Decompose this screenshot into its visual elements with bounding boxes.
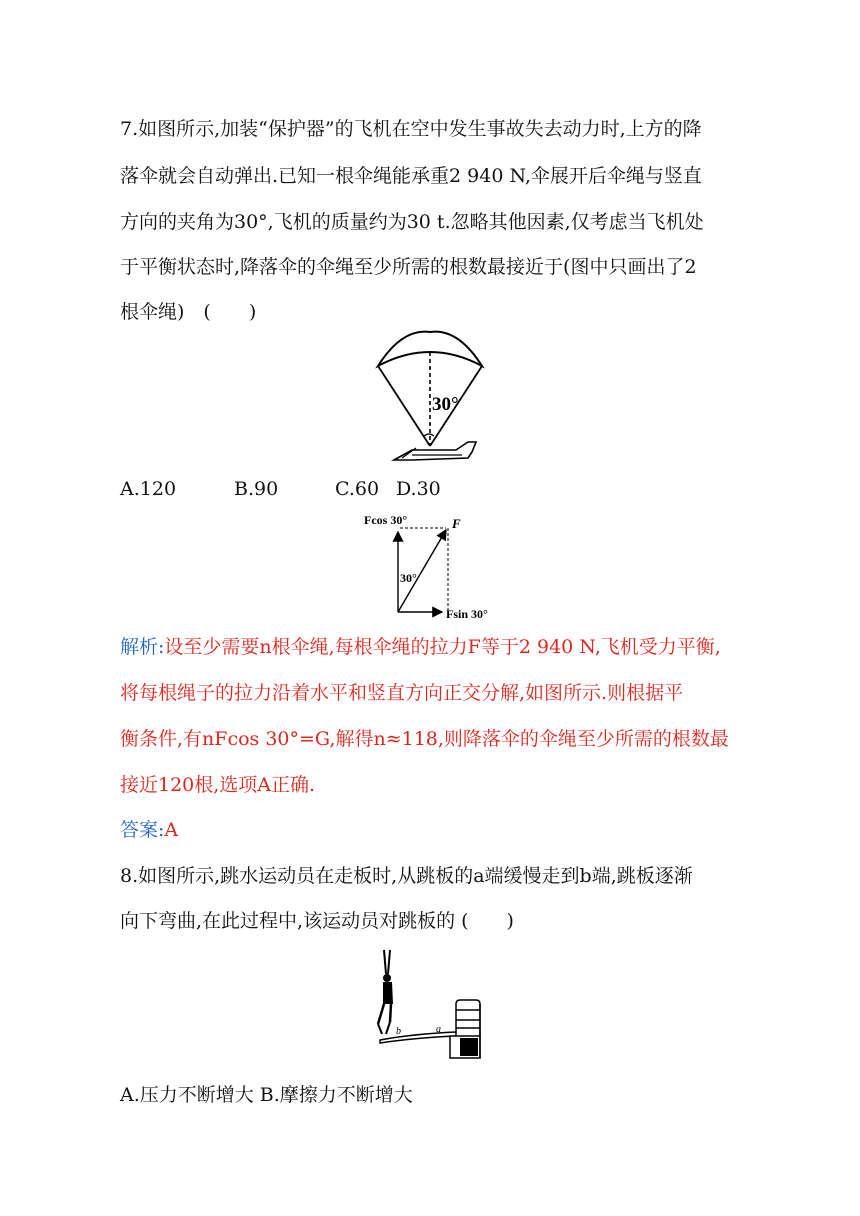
force-top-label: Fcos 30° bbox=[364, 513, 408, 527]
q7-option-a: A.120 bbox=[120, 478, 177, 500]
board-label-b: b bbox=[396, 1026, 401, 1037]
q7-stem-line-4: 于平衡状态时,降落伞的伞绳至少所需的根数最接近于(图中只画出了2 bbox=[120, 256, 697, 278]
force-angle-label: 30° bbox=[400, 571, 417, 585]
q7-stem-line-3: 方向的夹角为30°,飞机的质量约为30 t.忽略其他因素,仅考虑当飞机处 bbox=[120, 211, 704, 233]
q7-stem-line-1: 7.如图所示,加装“保护器”的飞机在空中发生事故失去动力时,上方的降 bbox=[120, 118, 702, 140]
parachute-figure bbox=[372, 330, 488, 466]
diving-board-figure bbox=[372, 948, 488, 1064]
parachute-angle-label: 30° bbox=[432, 394, 459, 415]
board-label-a: a bbox=[436, 1024, 441, 1035]
answer-label: 答案: bbox=[120, 819, 165, 841]
q7-option-c: C.60 bbox=[335, 478, 380, 500]
q8-stem-line-1: 8.如图所示,跳水运动员在走板时,从跳板的a端缓慢走到b端,跳板逐渐 bbox=[120, 865, 693, 887]
q8-options-line: A.压力不断增大 B.摩擦力不断增大 bbox=[120, 1084, 413, 1106]
force-corner-label: F bbox=[452, 516, 461, 531]
q7-option-b: B.90 bbox=[234, 478, 279, 500]
answer-value: A bbox=[164, 819, 179, 841]
analysis-line-1: 解析:设至少需要n根伞绳,每根伞绳的拉力F等于2 940 N,飞机受力平衡, bbox=[120, 636, 721, 658]
q7-stem-line-5: 根伞绳) ( ) bbox=[120, 301, 257, 323]
force-bottom-label: Fsin 30° bbox=[446, 607, 488, 620]
q7-option-d: D.30 bbox=[396, 478, 441, 500]
analysis-line-4: 接近120根,选项A正确. bbox=[120, 774, 316, 796]
answer-line bbox=[120, 819, 178, 841]
force-diagram bbox=[360, 508, 510, 620]
analysis-label: 解析: bbox=[120, 636, 165, 658]
q8-stem-line-2: 向下弯曲,在此过程中,该运动员对跳板的 ( ) bbox=[120, 910, 514, 932]
analysis-line-3: 衡条件,有nFcos 30°=G,解得n≈118,则降落伞的伞绳至少所需的根数最 bbox=[120, 728, 729, 750]
q7-stem-line-2: 落伞就会自动弹出.已知一根伞绳能承重2 940 N,伞展开后伞绳与竖直 bbox=[120, 165, 702, 187]
analysis-line-2: 将每根绳子的拉力沿着水平和竖直方向正交分解,如图所示.则根据平 bbox=[120, 682, 684, 704]
